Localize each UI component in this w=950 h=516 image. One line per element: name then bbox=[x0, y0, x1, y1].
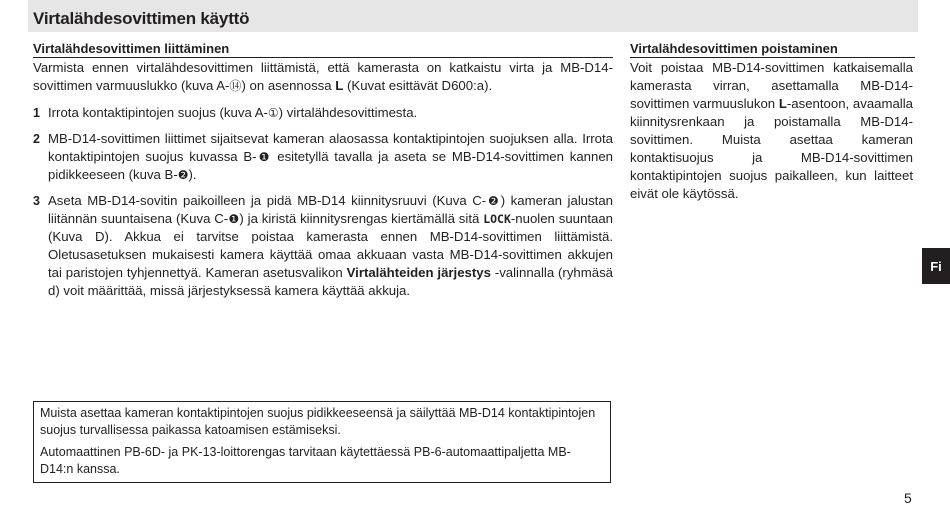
step-3: 3 Aseta MB-D14-sovitin paikoilleen ja pidä MB-D14 kiinnitysruuvi (Kuva C-❷) kameran jalustan liitännän suuntaisena (Kuva C-❶) ja kiristä kiinnitysrengas kiertämällä sitä LOCK-nuolen suuntaan (Kuva D). Akkua ei tarvitse poistaa kamerasta ennen MB-D14-sovittimen liittämistä. Oletusasetuksen mukaisesti kamera käyttää omaa akkuaan vasta MB-D14-sovittimen akkujen tai paristojen tyhjennettyä. Kameran asetusvalikon Virtalähteiden järjestys -valinnalla (ryhmäsä d) voit määrittää, missä järjestyksessä kamera käyttää akkuja. bbox=[33, 193, 614, 298]
remove-text: Voit poistaa MB-D14-sovittimen katkaisemalla kamerasta virran, asettamalla MB-D14-sovittimen varmuuslukon L-asentoon, avaamalla kiinnitysrenkaan ja poistamalla MB-D14-sovittimen. Muista asettaa kameran kontaktisuojus ja MB-D14-sovittimen kontaktipintojen suojus paikalleen, kun laitteet eivät ole käytössä. bbox=[630, 60, 913, 201]
attach-section bbox=[33, 41, 613, 308]
note-box bbox=[33, 401, 611, 483]
step-2: 2 MB-D14-sovittimen liittimet sijaitsevat kameran alaosassa kontaktipintojen suojuksen alla. Irrota kontaktipintojen suojus kuvassa B-❶ esitetyllä tavalla ja aseta se MB-D14-sovittimen kannen pidikkeeseen (kuva B-❷). bbox=[33, 131, 613, 182]
step-number: 2 bbox=[33, 132, 40, 146]
ref-marker: ① bbox=[267, 106, 279, 120]
remove-heading: Virtalähdesovittimen poistaminen bbox=[630, 41, 915, 58]
language-tab: Fi bbox=[922, 248, 950, 284]
note-1: Muista asettaa kameran kontaktipintojen suojus pidikkeeseensä ja säilyttää MB-D14 kontaktipintojen suojus turvallisessa paikassa katoamisen estämiseksi. bbox=[40, 406, 596, 437]
page-number: 5 bbox=[904, 490, 912, 506]
ref-marker: ❷ bbox=[177, 168, 189, 182]
title-bar bbox=[28, 0, 918, 32]
attach-intro: Varmista ennen virtalähdesovittimen liittämistä, että kamerasta on katkaistu virta ja MB-D14-sovittimen varmuuslukko (kuva A-⑭) on asennossa L (Kuvat esittävät D600:a). bbox=[33, 60, 613, 93]
step-number: 1 bbox=[33, 106, 40, 120]
ref-marker: ❶ bbox=[256, 150, 272, 164]
lock-position-l: L bbox=[335, 78, 344, 93]
attach-heading: Virtalähdesovittimen liittäminen bbox=[33, 41, 613, 58]
ref-marker: ❶ bbox=[228, 212, 240, 226]
ref-marker: ❷ bbox=[486, 194, 501, 208]
step-1: 1 Irrota kontaktipintojen suojus (kuva A-①) virtalähdesovittimesta. bbox=[33, 105, 418, 120]
menu-item-name: Virtalähteiden järjestys bbox=[346, 265, 491, 280]
lock-position-l: L bbox=[778, 96, 787, 111]
note-2: Automaattinen PB-6D- ja PK-13-loittorengas tarvitaan käytettäessä PB-6-automaattipaljetta MB-D14:n kanssa. bbox=[40, 445, 571, 476]
remove-section bbox=[630, 41, 913, 203]
lock-label: LOCK bbox=[483, 212, 511, 226]
ref-marker: ⑭ bbox=[229, 79, 242, 93]
step-number: 3 bbox=[33, 194, 40, 208]
steps-list bbox=[33, 104, 613, 300]
page-title: Virtalähdesovittimen käyttö bbox=[33, 9, 250, 28]
